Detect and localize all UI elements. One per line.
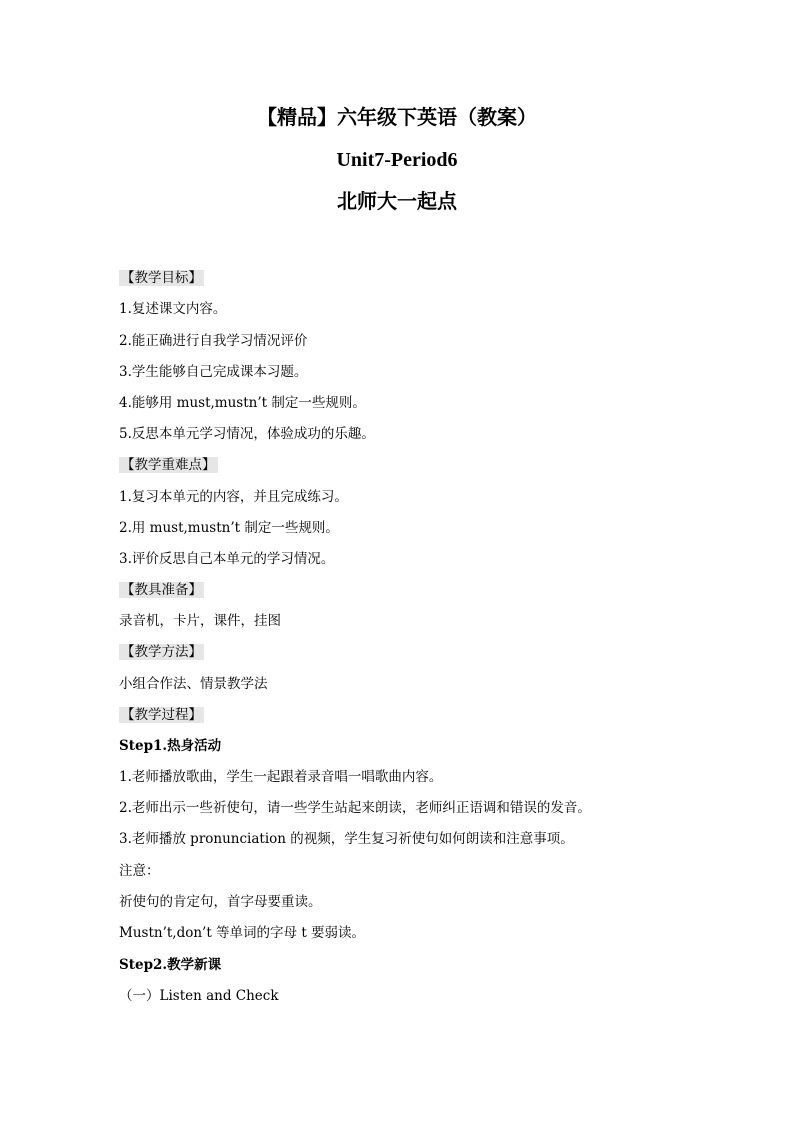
objective-item: 2.能正确进行自我学习情况评价 — [119, 333, 308, 349]
step1-item: 2.老师出示一些祈使句，请一些学生站起来朗读，老师纠正语调和错误的发音。 — [119, 800, 591, 816]
key-point-item: 2.用 must,mustn’t 制定一些规则。 — [119, 520, 339, 536]
note-label: 注意： — [119, 863, 160, 879]
methods-text: 小组合作法、情景教学法 — [119, 676, 268, 692]
document-title: 【精品】六年级下英语（教案） — [257, 105, 537, 129]
step2-title: Step2.教学新课 — [119, 957, 222, 973]
objectives-heading: 【教学目标】 — [121, 270, 202, 286]
materials-text: 录音机，卡片，课件，挂图 — [119, 613, 281, 629]
objective-item: 3.学生能够自己完成课本习题。 — [119, 364, 308, 380]
objective-item: 4.能够用 must,mustn’t 制定一些规则。 — [119, 395, 366, 411]
note-item: Mustn’t,don’t 等单词的字母 t 要弱读。 — [119, 925, 366, 941]
step1-title: Step1.热身活动 — [119, 738, 222, 754]
note-item: 祈使句的肯定句，首字母要重读。 — [119, 894, 322, 910]
methods-heading: 【教学方法】 — [121, 644, 202, 660]
key-points-heading: 【教学重难点】 — [121, 457, 216, 473]
key-point-item: 1.复习本单元的内容，并且完成练习。 — [119, 489, 348, 505]
objective-item: 5.反思本单元学习情况，体验成功的乐趣。 — [119, 426, 375, 442]
step1-item: 1.老师播放歌曲，学生一起跟着录音唱一唱歌曲内容。 — [119, 769, 443, 785]
objective-item: 1.复述课文内容。 — [119, 301, 227, 317]
publisher-label: 北师大一起点 — [337, 189, 457, 213]
materials-heading: 【教具准备】 — [121, 582, 202, 598]
document-subtitle: Unit7-Period6 — [336, 149, 458, 171]
step1-item: 3.老师播放 pronunciation 的视频，学生复习祈使句如何朗读和注意事项。 — [119, 831, 574, 847]
step2-sub1: （一）Listen and Check — [119, 988, 279, 1004]
key-point-item: 3.评价反思自己本单元的学习情况。 — [119, 551, 335, 567]
process-heading: 【教学过程】 — [121, 707, 202, 723]
